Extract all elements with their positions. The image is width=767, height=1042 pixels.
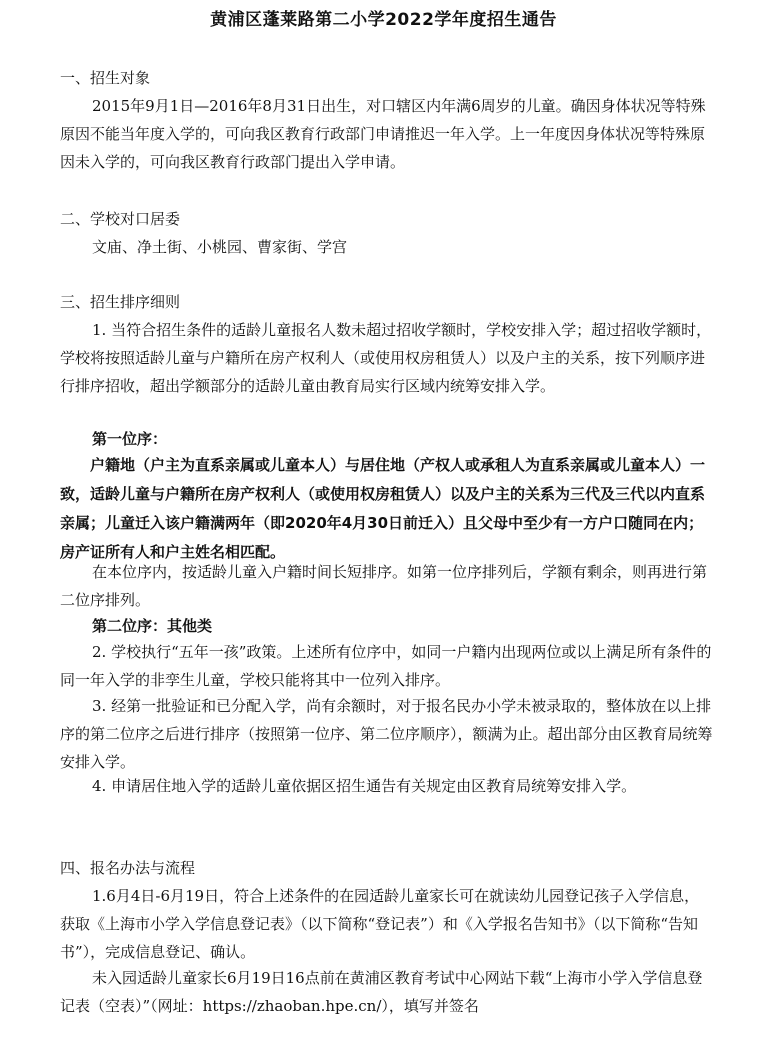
section-heading-enrollment-target: 一、招生对象 xyxy=(60,69,151,87)
school-districts-paragraph: 文庙、净土街、小桃园、曹家街、学宫 xyxy=(92,238,348,256)
registration-step-1-paragraph: 1.6月4日-6月19日，符合上述条件的在园适龄儿童家长可在就读幼儿园登记孩子入学信息，获取《上海市小学入学信息登记表》（以下简称“登记表”）和《入学报名告知书》（以下简称“告知书”），完成信息登记、确认。 xyxy=(60,887,700,961)
first-order-label: 第一位序： xyxy=(92,430,168,448)
document-title: 黄浦区蓬莱路第二小学2022学年度招生通告 xyxy=(210,10,557,30)
second-order-label: 第二位序：其他类 xyxy=(92,617,213,635)
section-heading-school-districts: 二、学校对口居委 xyxy=(60,210,181,228)
registration-step-2-paragraph: 未入园适龄儿童家长6月19日16点前在黄浦区教育考试中心网站下载“上海市小学入学信息登记表（空表）”（网址：https://zhaoban.hpe.cn/），填写并签名 xyxy=(60,969,703,1015)
enrollment-target-paragraph: 2015年9月1日—2016年8月31日出生，对口辖区内年满6周岁的儿童。确因身体状况等特殊原因不能当年度入学的，可向我区教育行政部门申请推迟一年入学。上一年度因身体状况等特殊原因未入学的，可向我区教育行政部门提出入学申请。 xyxy=(60,97,706,171)
ranking-rule-1-paragraph: 1. 当符合招生条件的适龄儿童报名人数未超过招收学额时，学校安排入学；超过招收学额时，学校将按照适龄儿童与户籍所在房产权利人（或使用权房租赁人）以及户主的关系，按下列顺序进行排序招收，超出学额部分的适龄儿童由教育局实行区域内统筹安排入学。 xyxy=(60,321,712,395)
section-heading-ranking-rules: 三、招生排序细则 xyxy=(60,293,181,311)
first-order-sorting-paragraph: 在本位序内，按适龄儿童入户籍时间长短排序。如第一位序排列后，学额有剩余，则再进行第二位序排列。 xyxy=(60,563,708,609)
ranking-rule-2-paragraph: 2. 学校执行“五年一孩”政策。上述所有位序中，如同一户籍内出现两位或以上满足所有条件的同一年入学的非孪生儿童，学校只能将其中一位列入排序。 xyxy=(60,643,712,689)
ranking-rule-4-paragraph: 4. 申请居住地入学的适龄儿童依据区招生通告有关规定由区教育局统筹安排入学。 xyxy=(92,777,637,795)
section-heading-registration: 四、报名办法与流程 xyxy=(60,859,196,877)
ranking-rule-3-paragraph: 3. 经第一批验证和已分配入学，尚有余额时，对于报名民办小学未被录取的，整体放在以上排序的第二位序之后进行排序（按照第一位序、第二位序顺序），额满为止。超出部分由区教育局统筹安排入学。 xyxy=(60,697,713,771)
first-order-criteria-paragraph: 户籍地（户主为直系亲属或儿童本人）与居住地（产权人或承租人为直系亲属或儿童本人）一致，适龄儿童与户籍所在房产权利人（或使用权房租赁人）以及户主的关系为三代及三代以内直系亲属；儿童迁入该户籍满两年（即2020年4月30日前迁入）且父母中至少有一方户口随同在内；房产证所有人和户主姓名相匹配。 xyxy=(60,456,706,561)
